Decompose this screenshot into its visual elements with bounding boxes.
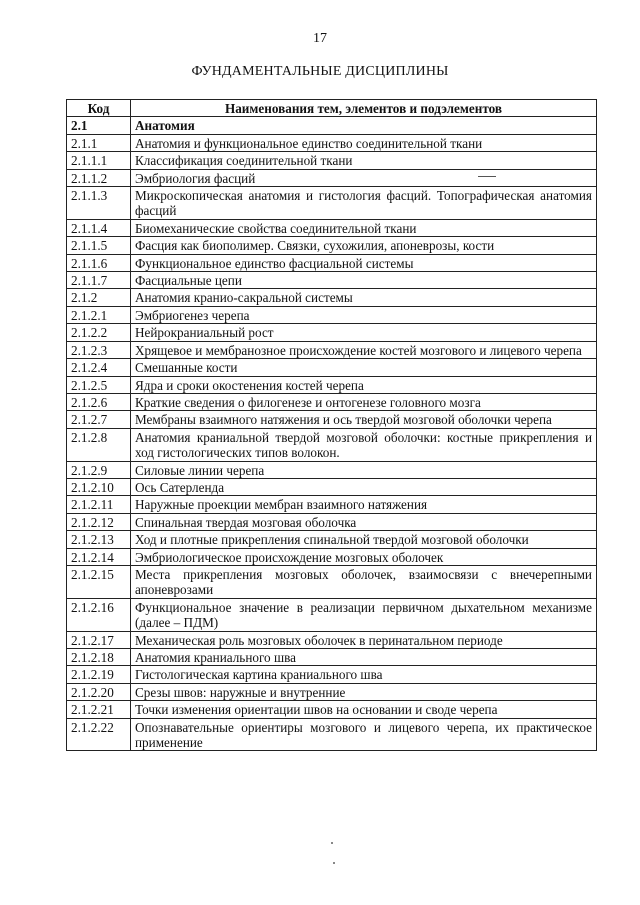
table-row — [67, 683, 597, 700]
row-code: 2.1.2.2 — [67, 324, 131, 341]
row-name: Функциональное единство фасциальной системы — [131, 254, 597, 271]
table-row — [67, 306, 597, 323]
table-row — [67, 701, 597, 718]
row-code: 2.1.2 — [67, 289, 131, 306]
table-header-row — [67, 100, 597, 117]
row-name: Смешанные кости — [131, 359, 597, 376]
row-name: Эмбриологическое происхождение мозговых оболочек — [131, 548, 597, 565]
row-code: 2.1.1 — [67, 134, 131, 151]
table-body — [67, 117, 597, 751]
row-code: 2.1.2.18 — [67, 649, 131, 666]
row-name: Анатомия — [131, 117, 597, 134]
row-code: 2.1.2.12 — [67, 513, 131, 530]
table-row — [67, 152, 597, 169]
page-number: 17 — [313, 31, 327, 46]
row-code: 2.1.1.4 — [67, 219, 131, 236]
table-row — [67, 565, 597, 598]
table-row — [67, 428, 597, 461]
table-row — [67, 187, 597, 220]
table-row — [67, 376, 597, 393]
row-code: 2.1.2.11 — [67, 496, 131, 513]
row-name: Места прикрепления мозговых оболочек, взаимосвязи с внечерепными апоневрозами — [131, 565, 597, 598]
row-code: 2.1.2.6 — [67, 393, 131, 410]
table-row — [67, 548, 597, 565]
row-name: Ход и плотные прикрепления спинальной твердой мозговой оболочки — [131, 531, 597, 548]
row-name: Анатомия краниального шва — [131, 649, 597, 666]
row-code: 2.1.2.21 — [67, 701, 131, 718]
row-code: 2.1.2.5 — [67, 376, 131, 393]
row-code: 2.1.2.17 — [67, 631, 131, 648]
header-code: Код — [67, 100, 131, 117]
row-code: 2.1.2.10 — [67, 478, 131, 495]
row-code: 2.1.2.13 — [67, 531, 131, 548]
row-name: Опознавательные ориентиры мозгового и лицевого черепа, их практическое применение — [131, 718, 597, 751]
row-code: 2.1.2.4 — [67, 359, 131, 376]
row-name: Классификация соединительной ткани — [131, 152, 597, 169]
row-code: 2.1.2.8 — [67, 428, 131, 461]
row-code: 2.1.2.1 — [67, 306, 131, 323]
table-row — [67, 272, 597, 289]
table-row — [67, 531, 597, 548]
row-code: 2.1.2.15 — [67, 565, 131, 598]
row-name: Точки изменения ориентации швов на основании и своде черепа — [131, 701, 597, 718]
row-code: 2.1.2.19 — [67, 666, 131, 683]
row-code: 2.1.2.7 — [67, 411, 131, 428]
row-name: Краткие сведения о филогенезе и онтогенезе головного мозга — [131, 393, 597, 410]
table-row — [67, 117, 597, 134]
row-name: Фасция как биополимер. Связки, сухожилия, апоневрозы, кости — [131, 237, 597, 254]
table-row — [67, 598, 597, 631]
table-row — [67, 237, 597, 254]
table-row — [67, 461, 597, 478]
row-name: Срезы швов: наружные и внутренние — [131, 683, 597, 700]
row-name: Микроскопическая анатомия и гистология фасций. Топографическая анатомия фасций — [131, 187, 597, 220]
row-code: 2.1.1.7 — [67, 272, 131, 289]
table-row — [67, 496, 597, 513]
row-name: Эмбриология фасций — [131, 169, 597, 186]
row-code: 2.1.1.3 — [67, 187, 131, 220]
table-row — [67, 289, 597, 306]
table-row — [67, 513, 597, 530]
row-name: Анатомия и функциональное единство соединительной ткани — [131, 134, 597, 151]
row-name: Нейрокраниальный рост — [131, 324, 597, 341]
table-row — [67, 411, 597, 428]
scan-speck — [478, 176, 496, 177]
row-code: 2.1.2.14 — [67, 548, 131, 565]
row-code: 2.1.1.2 — [67, 169, 131, 186]
table-row — [67, 341, 597, 358]
row-name: Мембраны взаимного натяжения и ось твердой мозговой оболочки черепа — [131, 411, 597, 428]
row-name: Анатомия кранио-сакральной системы — [131, 289, 597, 306]
header-name: Наименования тем, элементов и подэлементов — [131, 100, 597, 117]
table-row — [67, 324, 597, 341]
row-name: Фасциальные цепи — [131, 272, 597, 289]
row-name: Наружные проекции мембран взаимного натяжения — [131, 496, 597, 513]
row-name: Хрящевое и мембранозное происхождение костей мозгового и лицевого черепа — [131, 341, 597, 358]
table-row — [67, 134, 597, 151]
row-code: 2.1.1.6 — [67, 254, 131, 271]
row-name: Анатомия краниальной твердой мозговой оболочки: костные прикрепления и ход гистологических типов волокон. — [131, 428, 597, 461]
table-row — [67, 649, 597, 666]
row-code: 2.1.2.3 — [67, 341, 131, 358]
row-code: 2.1.1.5 — [67, 237, 131, 254]
row-code: 2.1.2.22 — [67, 718, 131, 751]
table-row — [67, 219, 597, 236]
row-name: Биомеханические свойства соединительной ткани — [131, 219, 597, 236]
row-name: Функциональное значение в реализации первичном дыхательном механизме (далее – ПДМ) — [131, 598, 597, 631]
document-title: ФУНДАМЕНТАЛЬНЫЕ ДИСЦИПЛИНЫ — [191, 64, 449, 79]
row-name: Механическая роль мозговых оболочек в перинатальном периоде — [131, 631, 597, 648]
table-row — [67, 359, 597, 376]
row-code: 2.1 — [67, 117, 131, 134]
row-name: Эмбриогенез черепа — [131, 306, 597, 323]
row-name: Силовые линии черепа — [131, 461, 597, 478]
table-row — [67, 478, 597, 495]
scan-speck — [333, 862, 335, 864]
row-code: 2.1.1.1 — [67, 152, 131, 169]
table-row — [67, 718, 597, 751]
table-row — [67, 254, 597, 271]
row-code: 2.1.2.16 — [67, 598, 131, 631]
table-row — [67, 393, 597, 410]
table-row — [67, 666, 597, 683]
row-code: 2.1.2.9 — [67, 461, 131, 478]
row-name: Ядра и сроки окостенения костей черепа — [131, 376, 597, 393]
scan-speck — [331, 842, 333, 844]
row-name: Спинальная твердая мозговая оболочка — [131, 513, 597, 530]
row-name: Гистологическая картина краниального шва — [131, 666, 597, 683]
disciplines-table — [66, 99, 597, 751]
table-row — [67, 631, 597, 648]
row-code: 2.1.2.20 — [67, 683, 131, 700]
table-row — [67, 169, 597, 186]
row-name: Ось Сатерленда — [131, 478, 597, 495]
